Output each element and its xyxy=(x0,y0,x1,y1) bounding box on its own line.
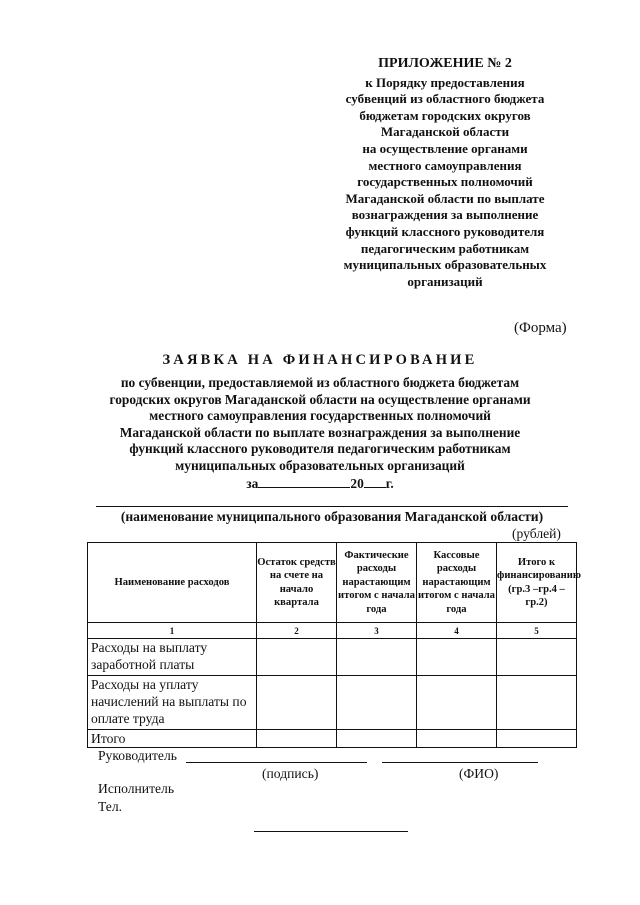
subtitle-line: муниципальных образовательных организаций xyxy=(175,457,465,473)
table-row xyxy=(88,639,577,676)
signature-line[interactable] xyxy=(186,762,367,763)
head-signature-label: Руководитель xyxy=(98,748,177,763)
column-number: 4 xyxy=(417,623,497,639)
table-row-total xyxy=(88,730,577,748)
header-total-financing: Итого к финансированию (гр.3 –гр.4 – гр.2) xyxy=(497,543,577,623)
fio-caption: (ФИО) xyxy=(459,766,499,781)
subtitle-line: Магаданской области по выплате вознаграждения за выполнение xyxy=(119,424,521,440)
table-cell[interactable] xyxy=(417,676,497,730)
table-cell[interactable] xyxy=(337,676,417,730)
fio-line[interactable] xyxy=(382,762,538,763)
column-number: 5 xyxy=(497,623,577,639)
table-cell[interactable] xyxy=(497,676,577,730)
column-number: 2 xyxy=(257,623,337,639)
expenses-table xyxy=(87,542,581,748)
signature-caption: (подпись) xyxy=(262,766,319,781)
appendix-line: субвенций из областного бюджета xyxy=(345,91,545,107)
units-label: (рублей) xyxy=(512,526,561,541)
column-numbers-row xyxy=(88,623,577,639)
table-cell[interactable] xyxy=(417,639,497,676)
column-number: 1 xyxy=(88,623,257,639)
header-balance: Остаток средств на счете на начало квартала xyxy=(257,543,337,623)
table-header-row xyxy=(88,543,577,623)
municipality-name-line[interactable] xyxy=(96,506,568,507)
appendix-line: педагогическим работникам xyxy=(360,240,530,256)
table-cell[interactable] xyxy=(257,676,337,730)
table-cell[interactable] xyxy=(497,730,577,748)
table-cell[interactable] xyxy=(337,639,417,676)
period-year: 20 xyxy=(350,475,364,491)
form-label: (Форма) xyxy=(514,320,567,336)
appendix-line: Магаданской области xyxy=(380,124,510,140)
municipality-caption: (наименование муниципального образования Магаданской области) xyxy=(120,509,544,524)
period-suffix: г. xyxy=(385,475,394,491)
executor-block xyxy=(98,780,174,816)
executor-signature-line[interactable] xyxy=(254,831,408,832)
table-cell[interactable] xyxy=(417,730,497,748)
header-actual-expenses: Фактические расходы нарастающим итогом с начала года xyxy=(337,543,417,623)
header-cash-expenses: Кассовые расходы нарастающим итогом с начала года xyxy=(417,543,497,623)
subtitle-line: городских округов Магаданской области на осуществление органами xyxy=(109,391,531,407)
executor-label: Исполнитель xyxy=(98,781,175,796)
appendix-line: государственных полномочий xyxy=(357,174,533,190)
subtitle-line: местного самоуправления государственных полномочий xyxy=(149,408,491,424)
request-subtitle xyxy=(40,375,600,492)
phone-label: Тел. xyxy=(98,799,123,814)
table-cell[interactable] xyxy=(257,639,337,676)
period-date-blank[interactable] xyxy=(258,475,350,488)
period-year-blank[interactable] xyxy=(364,475,386,488)
subtitle-line: по субвенции, предоставляемой из областного бюджета бюджетам xyxy=(120,375,520,390)
appendix-line: к Порядку предоставления xyxy=(365,74,525,90)
appendix-line: функций классного руководителя xyxy=(345,223,545,239)
subtitle-line: функций классного руководителя педагогическим работникам xyxy=(129,441,511,457)
appendix-line: местного самоуправления xyxy=(368,157,522,173)
table-cell[interactable] xyxy=(497,639,577,676)
period-prefix: за xyxy=(246,475,259,491)
table-row xyxy=(88,676,577,730)
appendix-text xyxy=(318,75,572,291)
appendix-line: бюджетам городских округов xyxy=(359,107,531,123)
appendix-line: Магаданской области по выплате xyxy=(345,190,545,206)
table-cell[interactable] xyxy=(257,730,337,748)
column-number: 3 xyxy=(337,623,417,639)
row-label: Итого xyxy=(88,730,257,748)
row-label: Расходы на выплату заработной платы xyxy=(88,639,257,676)
appendix-line: организаций xyxy=(407,273,483,289)
appendix-title: ПРИЛОЖЕНИЕ № 2 xyxy=(378,56,512,71)
table-cell[interactable] xyxy=(337,730,417,748)
header-expense-name: Наименование расходов xyxy=(88,543,257,623)
appendix-line: на осуществление органами xyxy=(362,140,528,156)
row-label: Расходы на уплату начислений на выплаты по оплате труда xyxy=(88,676,257,730)
appendix-block xyxy=(318,56,572,290)
appendix-line: муниципальных образовательных xyxy=(343,257,547,273)
request-title: ЗАЯВКА НА ФИНАНСИРОВАНИЕ xyxy=(162,352,478,368)
period-line xyxy=(40,475,600,493)
appendix-line: вознаграждения за выполнение xyxy=(351,207,539,223)
